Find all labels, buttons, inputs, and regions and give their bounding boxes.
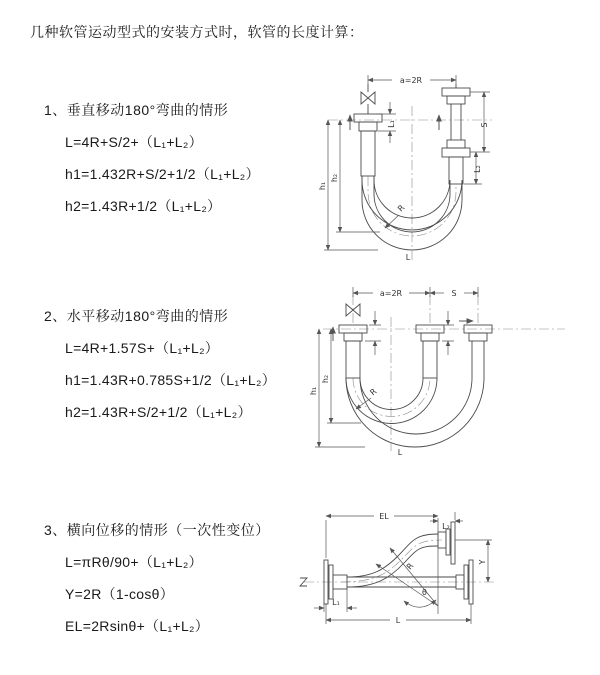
- braided-hose-section: [346, 341, 360, 378]
- dim-label-l2: L₂: [473, 165, 482, 173]
- dim-label-theta: θ: [422, 588, 427, 597]
- formula-line: h2=1.43R+S/2+1/2（L₁+L₂）: [65, 404, 252, 420]
- flange: [442, 88, 470, 96]
- flange: [354, 114, 382, 122]
- section-1-heading: 1、垂直移动180°弯曲的情形: [44, 102, 229, 118]
- diagram-horizontal-180-bend: [303, 283, 600, 458]
- fitting: [359, 122, 377, 131]
- centerlines: [323, 295, 565, 451]
- dimensions: [309, 287, 478, 457]
- dimensions: [318, 75, 490, 262]
- dim-label-a2r: a=2R: [399, 76, 423, 85]
- dim-label-s: S: [480, 122, 489, 128]
- formula-line: EL=2Rsinθ+（L₁+L₂）: [65, 618, 210, 634]
- formula-line: h1=1.43R+0.785S+1/2（L₁+L₂）: [65, 372, 276, 388]
- dim-label-h2: h₂: [330, 173, 339, 183]
- section-3-formulas: [44, 540, 270, 642]
- valve-icon: [361, 92, 375, 104]
- dim-label-l2: L₂: [442, 522, 450, 531]
- formula-line: L=πRθ/90+（L₁+L₂）: [65, 554, 203, 570]
- dim-label-l: L: [405, 253, 411, 262]
- section-1: [44, 100, 260, 222]
- piping: [339, 304, 492, 447]
- flange-plate: [451, 522, 455, 564]
- section-3-heading: 3、横向位移的情形（一次性变位）: [44, 522, 270, 538]
- fitting: [469, 333, 487, 341]
- radius-line: [376, 564, 438, 606]
- section-1-formulas: [44, 120, 260, 222]
- dim-label-r: R: [368, 386, 379, 398]
- dim-label-r: R: [396, 203, 407, 214]
- dim-label-a2r: a=2R: [379, 289, 403, 298]
- section-2: [44, 306, 276, 428]
- formula-line: Y=2R（1-cosθ）: [65, 586, 175, 602]
- dim-label-h1: h₁: [318, 181, 327, 191]
- section-2-heading: 2、水平移动180°弯曲的情形: [44, 308, 229, 324]
- radius-leader: [356, 398, 371, 409]
- fitting: [421, 333, 439, 341]
- flange-plate: [446, 529, 450, 555]
- fitting: [447, 96, 465, 104]
- diagram-lateral-displacement: [296, 502, 596, 650]
- dim-label-l: L: [395, 616, 401, 625]
- dim-label-s: S: [451, 289, 457, 298]
- dimensions: [314, 512, 492, 625]
- formula-line: L=4R+S/2+（L₁+L₂）: [65, 134, 203, 150]
- fitting: [344, 333, 362, 341]
- dim-label-el: EL: [379, 512, 389, 521]
- flange: [442, 148, 470, 157]
- dim-label-h2: h₂: [321, 374, 330, 384]
- dim-label-h1: h₁: [309, 386, 318, 396]
- dim-label-y: Y: [478, 559, 487, 565]
- braided-hose-section: [449, 157, 463, 184]
- dim-label-l1: L₁: [332, 598, 340, 607]
- braided-hose-section: [423, 341, 437, 378]
- formula-line: h1=1.432R+S/2+1/2（L₁+L₂）: [65, 166, 260, 182]
- section-2-formulas: [44, 326, 276, 428]
- fitting: [447, 140, 465, 148]
- formula-line: h2=1.43R+1/2（L₁+L₂）: [65, 198, 222, 214]
- formula-line: L=4R+1.57S+（L₁+L₂）: [65, 340, 220, 356]
- dim-label-r: R: [404, 561, 416, 572]
- page-title: 几种软管运动型式的安装方式时，软管的长度计算：: [30, 24, 364, 40]
- braided-hose-section: [361, 131, 375, 176]
- dim-label-l: L: [397, 448, 403, 457]
- diagram-vertical-180-bend: [306, 68, 586, 264]
- dim-label-l1: L₁: [387, 120, 396, 128]
- section-3: [44, 520, 270, 642]
